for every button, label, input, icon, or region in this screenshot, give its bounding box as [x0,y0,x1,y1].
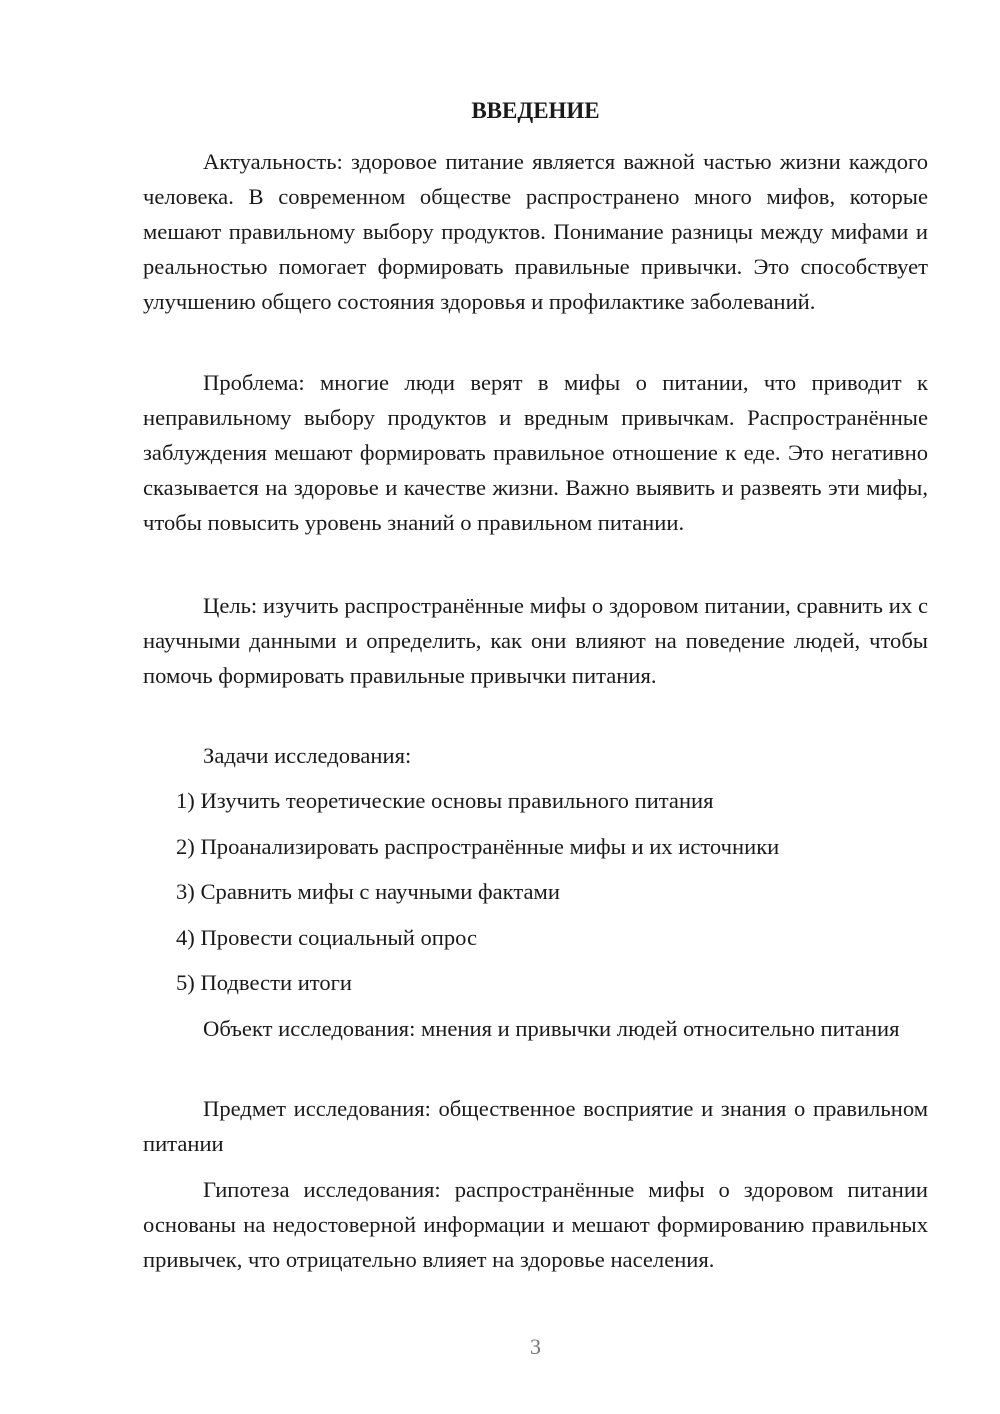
page-number: 3 [530,1334,541,1359]
hypothesis-paragraph [143,1172,928,1277]
subject-paragraph [143,1091,928,1161]
goal-text: Цель: изучить распространённые мифы о здоровом питании, сравнить их с научными данными и определить, как они влияют на поведение людей, чтобы помочь формировать правильные привычки питания. [143,593,928,689]
goal-paragraph [143,588,928,693]
task-item: 1) Изучить теоретические основы правильного питания [176,788,714,813]
hypothesis-text: Гипотеза исследования: распространённые мифы о здоровом питании основаны на недостоверной информации и мешают формированию правильных привычек, что отрицательно влияет на здоровье населения. [143,1177,928,1273]
task-item: 4) Провести социальный опрос [176,925,478,950]
task-item: 5) Подвести итоги [176,970,353,995]
problem-text: Проблема: многие люди верят в мифы о питании, что приводит к неправильному выбору продуктов и вредным привычкам. Распространённые заблуждения мешают формировать правильное отношение к еде. Это негативно сказывается на здоровье и качестве жизни. Важно выявить и развеять эти мифы, чтобы повысить уровень знаний о правильном питании. [143,370,928,536]
tasks-title: Задачи исследования: [203,743,412,768]
problem-paragraph [143,365,928,540]
object-text: Объект исследования: мнения и привычки людей относительно питания [203,1016,900,1041]
task-item: 2) Проанализировать распространённые мифы и их источники [176,834,780,859]
section-heading: ВВЕДЕНИЕ [471,98,600,123]
subject-text: Предмет исследования: общественное восприятие и знания о правильном питании [143,1096,928,1157]
task-item: 3) Сравнить мифы с научными фактами [176,879,560,904]
relevance-text: Актуальность: здоровое питание является важной частью жизни каждого человека. В современном обществе распространено много мифов, которые мешают правильному выбору продуктов. Понимание разницы между мифами и реальностью помогает формировать правильные привычки. Это способствует улучшению общего состояния здоровья и профилактике заболеваний. [143,149,928,315]
object-paragraph [143,1011,928,1046]
relevance-paragraph [143,144,928,319]
